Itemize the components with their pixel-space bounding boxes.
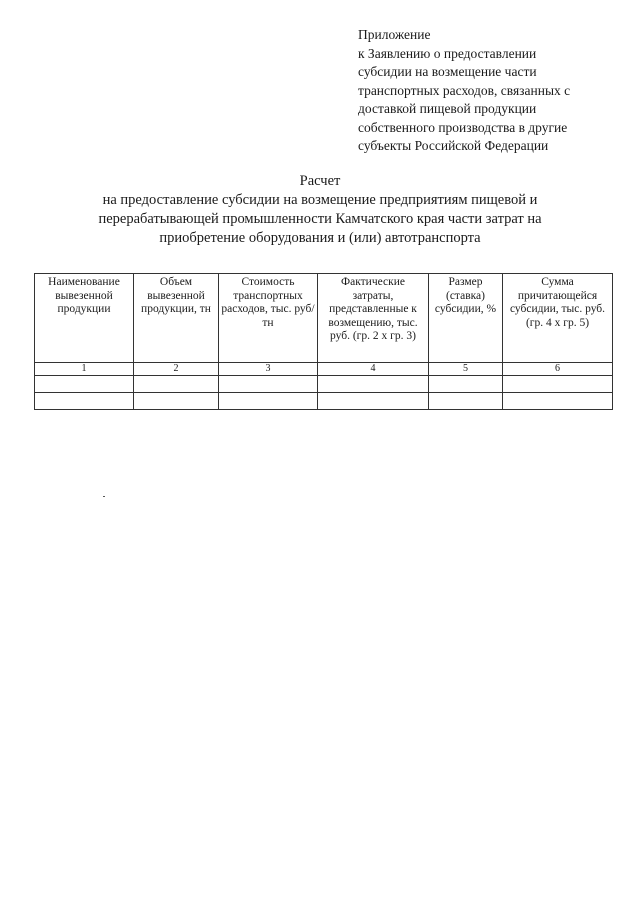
- title-heading: Расчет: [299, 173, 341, 189]
- appendix-line: транспортных расходов, связанных с: [358, 82, 571, 98]
- column-number: 5: [429, 363, 503, 376]
- table-cell: [35, 393, 134, 410]
- scan-speck: [103, 496, 105, 497]
- appendix-note: [358, 26, 628, 156]
- table-cell: [35, 376, 134, 393]
- column-header-subsidy-rate: Размер (ставка) субсидии, %: [429, 274, 503, 363]
- appendix-line: субсидии на возмещение части: [358, 64, 537, 79]
- column-number: 6: [503, 363, 613, 376]
- column-number: 3: [219, 363, 318, 376]
- column-header-actual-costs: Фактические затраты, представленные к возмещению, тыс. руб. (гр. 2 х гр. 3): [318, 274, 429, 363]
- appendix-line: субъекты Российской Федерации: [358, 138, 549, 153]
- table-row: [35, 376, 613, 393]
- column-header-transport-cost: Стоимость транспортных расходов, тыс. руб/тн: [219, 274, 318, 363]
- table-cell: [503, 393, 613, 410]
- title-line: приобретение оборудования и (или) автотранспорта: [159, 230, 481, 246]
- appendix-line: Приложение: [358, 27, 431, 42]
- calculation-table: [34, 273, 613, 410]
- column-header-product-name: Наименование вывезенной продукции: [35, 274, 134, 363]
- column-header-volume: Объем вывезенной продукции, тн: [134, 274, 219, 363]
- table-cell: [134, 376, 219, 393]
- table-cell: [318, 376, 429, 393]
- column-number-row: [35, 363, 613, 376]
- table-header-row: [35, 274, 613, 363]
- column-number: 1: [35, 363, 134, 376]
- table-cell: [318, 393, 429, 410]
- column-header-subsidy-amount: Сумма причитающейся субсидии, тыс. руб. (гр. 4 х гр. 5): [503, 274, 613, 363]
- table-cell: [503, 376, 613, 393]
- table-row: [35, 393, 613, 410]
- table-cell: [219, 393, 318, 410]
- column-number: 4: [318, 363, 429, 376]
- table-cell: [429, 393, 503, 410]
- title-line: перерабатывающей промышленности Камчатского края части затрат на: [98, 211, 542, 227]
- table-cell: [134, 393, 219, 410]
- appendix-line: к Заявлению о предоставлении: [358, 45, 537, 61]
- title-line: на предоставление субсидии на возмещение предприятиям пищевой и: [102, 192, 538, 208]
- appendix-line: доставкой пищевой продукции: [358, 101, 537, 116]
- document-title: [60, 172, 580, 248]
- appendix-line: собственного производства в другие: [358, 119, 568, 135]
- table-cell: [219, 376, 318, 393]
- column-number: 2: [134, 363, 219, 376]
- table-cell: [429, 376, 503, 393]
